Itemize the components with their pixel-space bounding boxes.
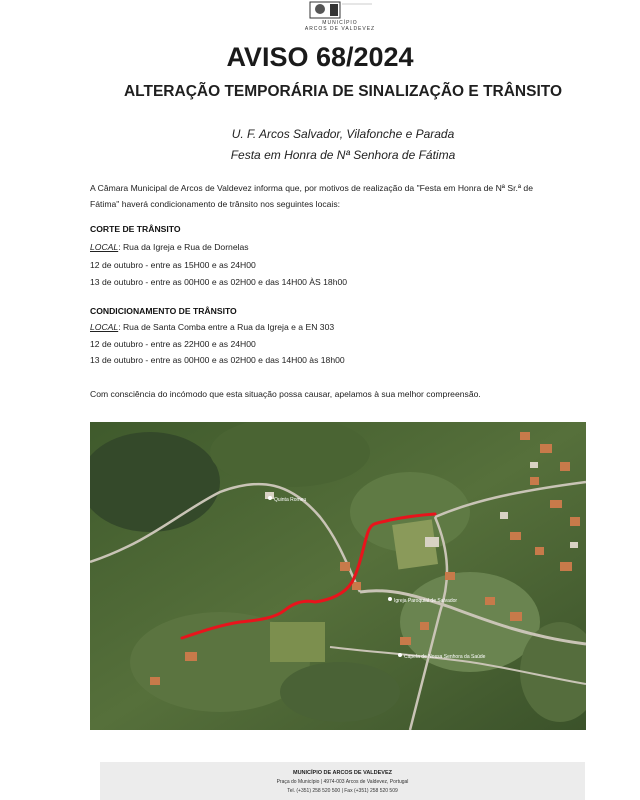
condicionamento-local-value: : Rua de Santa Comba entre a Rua da Igreja e a EN 303 (118, 322, 335, 332)
corte-local-value: : Rua da Igreja e Rua de Dornelas (118, 242, 249, 252)
condicionamento-date1: 12 de outubro - entre as 22H00 e as 24H00 (90, 339, 256, 349)
map-label-quinta: Quinta Romeu (274, 497, 307, 503)
corte-date2: 13 de outubro - entre as 00H00 e as 02H00 e das 14H00 ÀS 18h00 (90, 277, 348, 287)
corte-local-label: LOCAL (90, 242, 119, 252)
map-label-igreja: Igreja Paroquial de Salvador (394, 598, 458, 604)
intro-line2: Fátima" haverá condicionamento de trânsito nos seguintes locais: (90, 199, 341, 209)
intro-line1: A Câmara Municipal de Arcos de Valdevez informa que, por motivos de realização da "Festa em Honra de Nª Sr.ª de (90, 183, 533, 193)
notice-title: AVISO 68/2024 (226, 42, 414, 72)
condicionamento-date2: 13 de outubro - entre as 00H00 e as 02H00 e das 14H00 às 18h00 (90, 355, 345, 365)
notice-subtitle: ALTERAÇÃO TEMPORÁRIA DE SINALIZAÇÃO E TRÂNSITO (123, 83, 563, 100)
map-label-capela: Capela de Nossa Senhora da Saúde (404, 654, 486, 660)
corte-local (90, 242, 249, 252)
footer-line1: MUNICÍPIO DE ARCOS DE VALDEVEZ (292, 770, 392, 776)
corte-date1: 12 de outubro - entre as 15H00 e as 24H00 (90, 260, 256, 270)
satellite-map (90, 422, 586, 730)
condicionamento-local (90, 322, 334, 332)
intro-paragraph (90, 180, 600, 212)
condicionamento-local-label: LOCAL (90, 322, 119, 332)
condicionamento-heading: CONDICIONAMENTO DE TRÂNSITO (90, 306, 237, 316)
logo-line2: ARCOS DE VALDEVEZ (304, 26, 376, 32)
logo-caption (290, 20, 390, 32)
parish-name: U. F. Arcos Salvador, Vilafonche e Parada (231, 127, 455, 141)
footer-line2: Praça do Município | 4974-003 Arcos de Valdevez, Portugal (276, 779, 409, 785)
closing-paragraph: Com consciência do incómodo que esta situação possa causar, apelamos à sua melhor compreensão. (90, 389, 481, 399)
logo-line1: MUNICÍPIO (322, 20, 358, 26)
corte-heading: CORTE DE TRÂNSITO (90, 224, 181, 234)
footer (100, 762, 585, 800)
festival-name: Festa em Honra de Nª Senhora de Fátima (230, 148, 456, 162)
footer-line3: Tel. (+351) 258 520 500 | Fax (+351) 258 520 509 (287, 788, 398, 794)
